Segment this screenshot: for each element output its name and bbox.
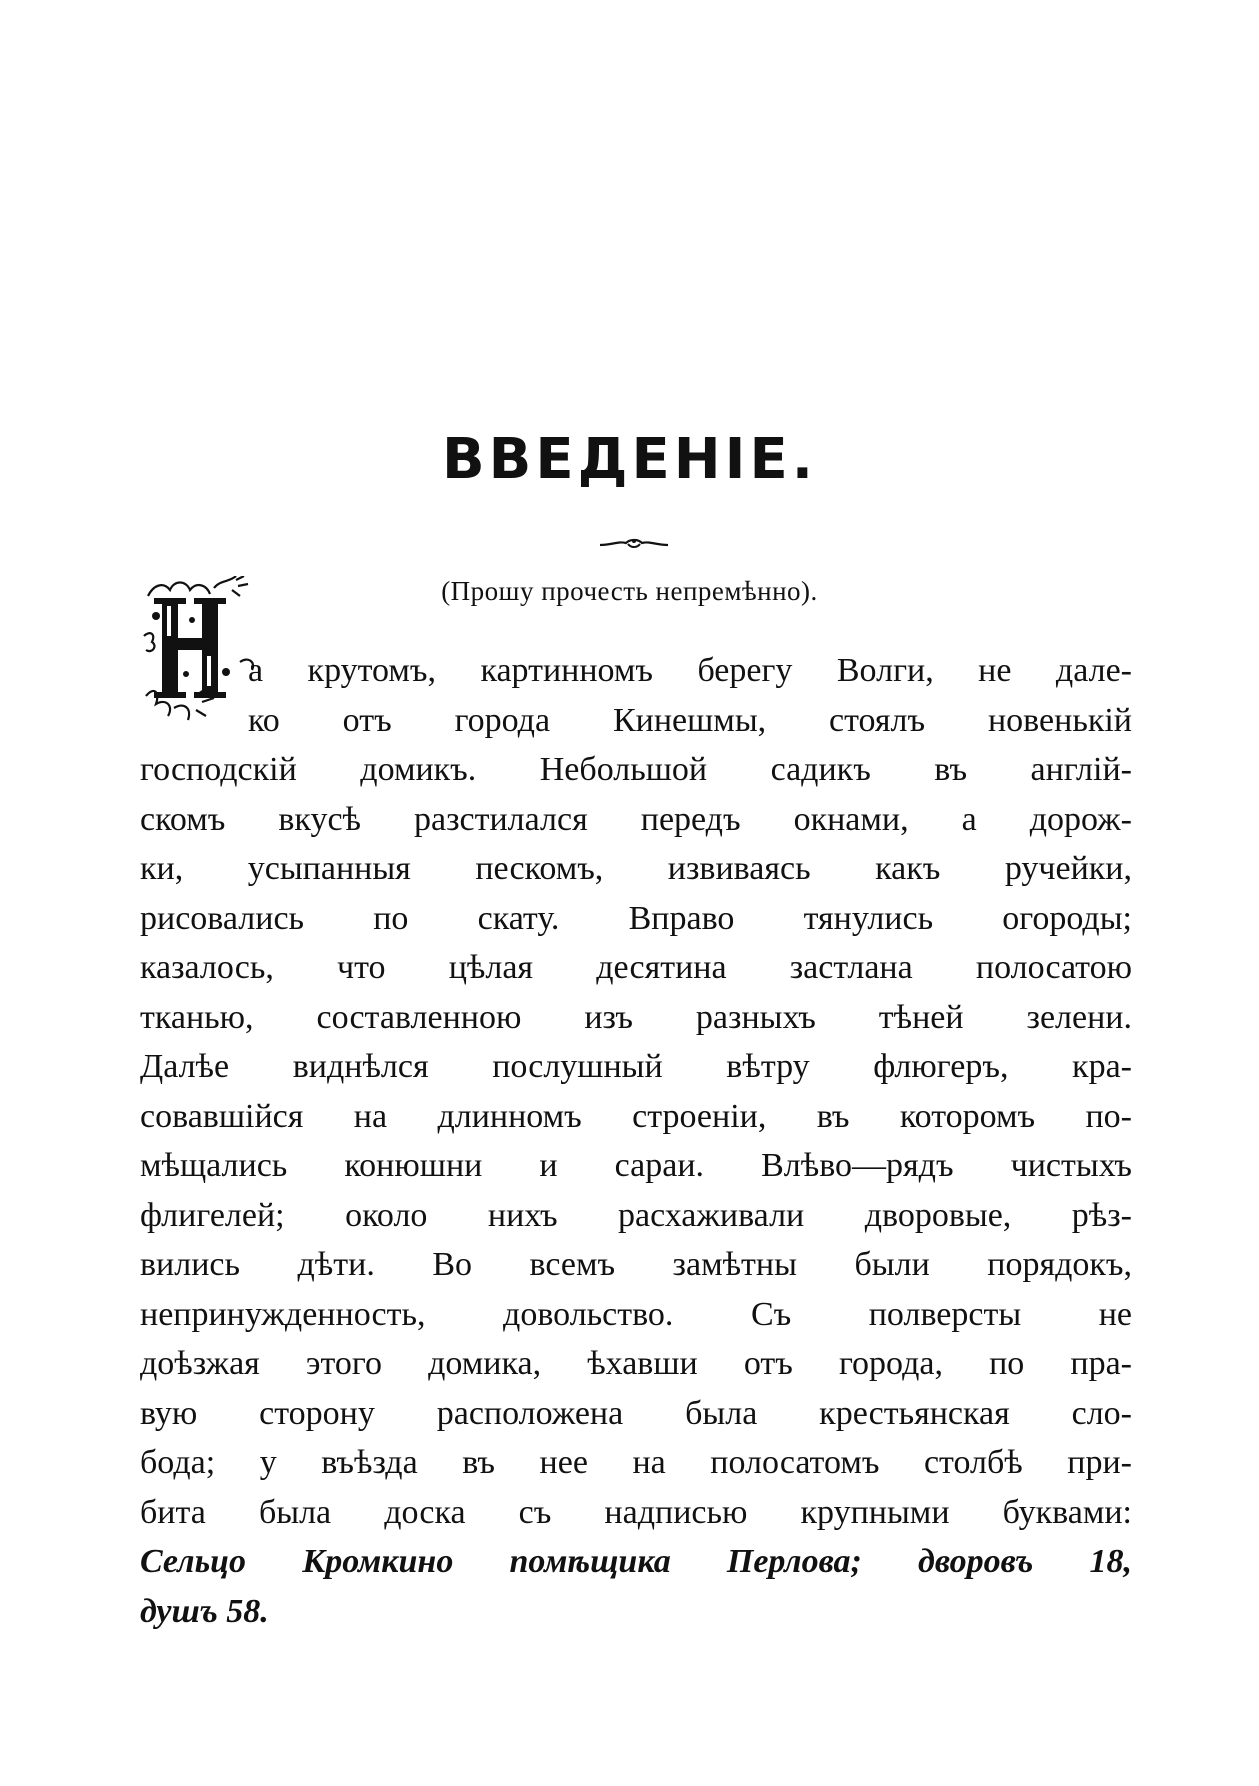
text-line: господскiй домикъ. Небольшой садикъ въ англiй- (140, 751, 1132, 788)
text-line: бода; у въѣзда въ нее на полосатомъ столбѣ при- (140, 1444, 1132, 1481)
text-line: вую сторону расположена была крестьянская сло- (140, 1394, 1132, 1432)
text-line: душъ 58. (140, 1592, 269, 1630)
chapter-title: ВВЕДЕНIЕ. (442, 427, 817, 492)
ornament-divider-icon (598, 536, 670, 552)
text-line: совавшiйся на длинномъ строенiи, въ которомъ по- (140, 1097, 1132, 1135)
text-line: мѣщались конюшни и сараи. Влѣво—рядъ чистыхъ (140, 1147, 1132, 1184)
text-line: скомъ вкусѣ разстилался передъ окнами, а дорож- (140, 800, 1132, 838)
text-line: бита была доска съ надписью крупными буквами: (140, 1493, 1132, 1531)
text-line: казалось, что цѣлая десятина застлана полосатою (140, 949, 1132, 986)
text-line: вились дѣти. Во всемъ замѣтны были порядокъ, (140, 1246, 1132, 1283)
text-line: рисовались по скату. Вправо тянулись огороды; (140, 899, 1132, 937)
text-line: ко отъ города Кинешмы, стоялъ новенькiй (248, 701, 1132, 739)
text-line: Сельцо Кромкино помѣщика Перлова; дворовъ 18, (140, 1543, 1132, 1580)
text-line: непринужденность, довольство. Съ полверсты не (140, 1295, 1132, 1333)
text-line: доѣзжая этого домика, ѣхавши отъ города, по пра- (140, 1345, 1132, 1382)
body-text (140, 646, 1132, 1636)
text-line: флигелей; около нихъ расхаживали дворовые, рѣз- (140, 1196, 1132, 1234)
text-line: Далѣе виднѣлся послушный вѣтру флюгеръ, кра- (140, 1048, 1132, 1085)
text-line: тканью, составленною изъ разныхъ тѣней зелени. (140, 998, 1132, 1036)
text-line: ки, усыпанныя пескомъ, извиваясь какъ ручейки, (140, 850, 1132, 887)
chapter-subtitle: (Прошу прочесть непремѣнно). (441, 576, 818, 606)
text-line: а крутомъ, картинномъ берегу Волги, не дале- (248, 652, 1132, 689)
